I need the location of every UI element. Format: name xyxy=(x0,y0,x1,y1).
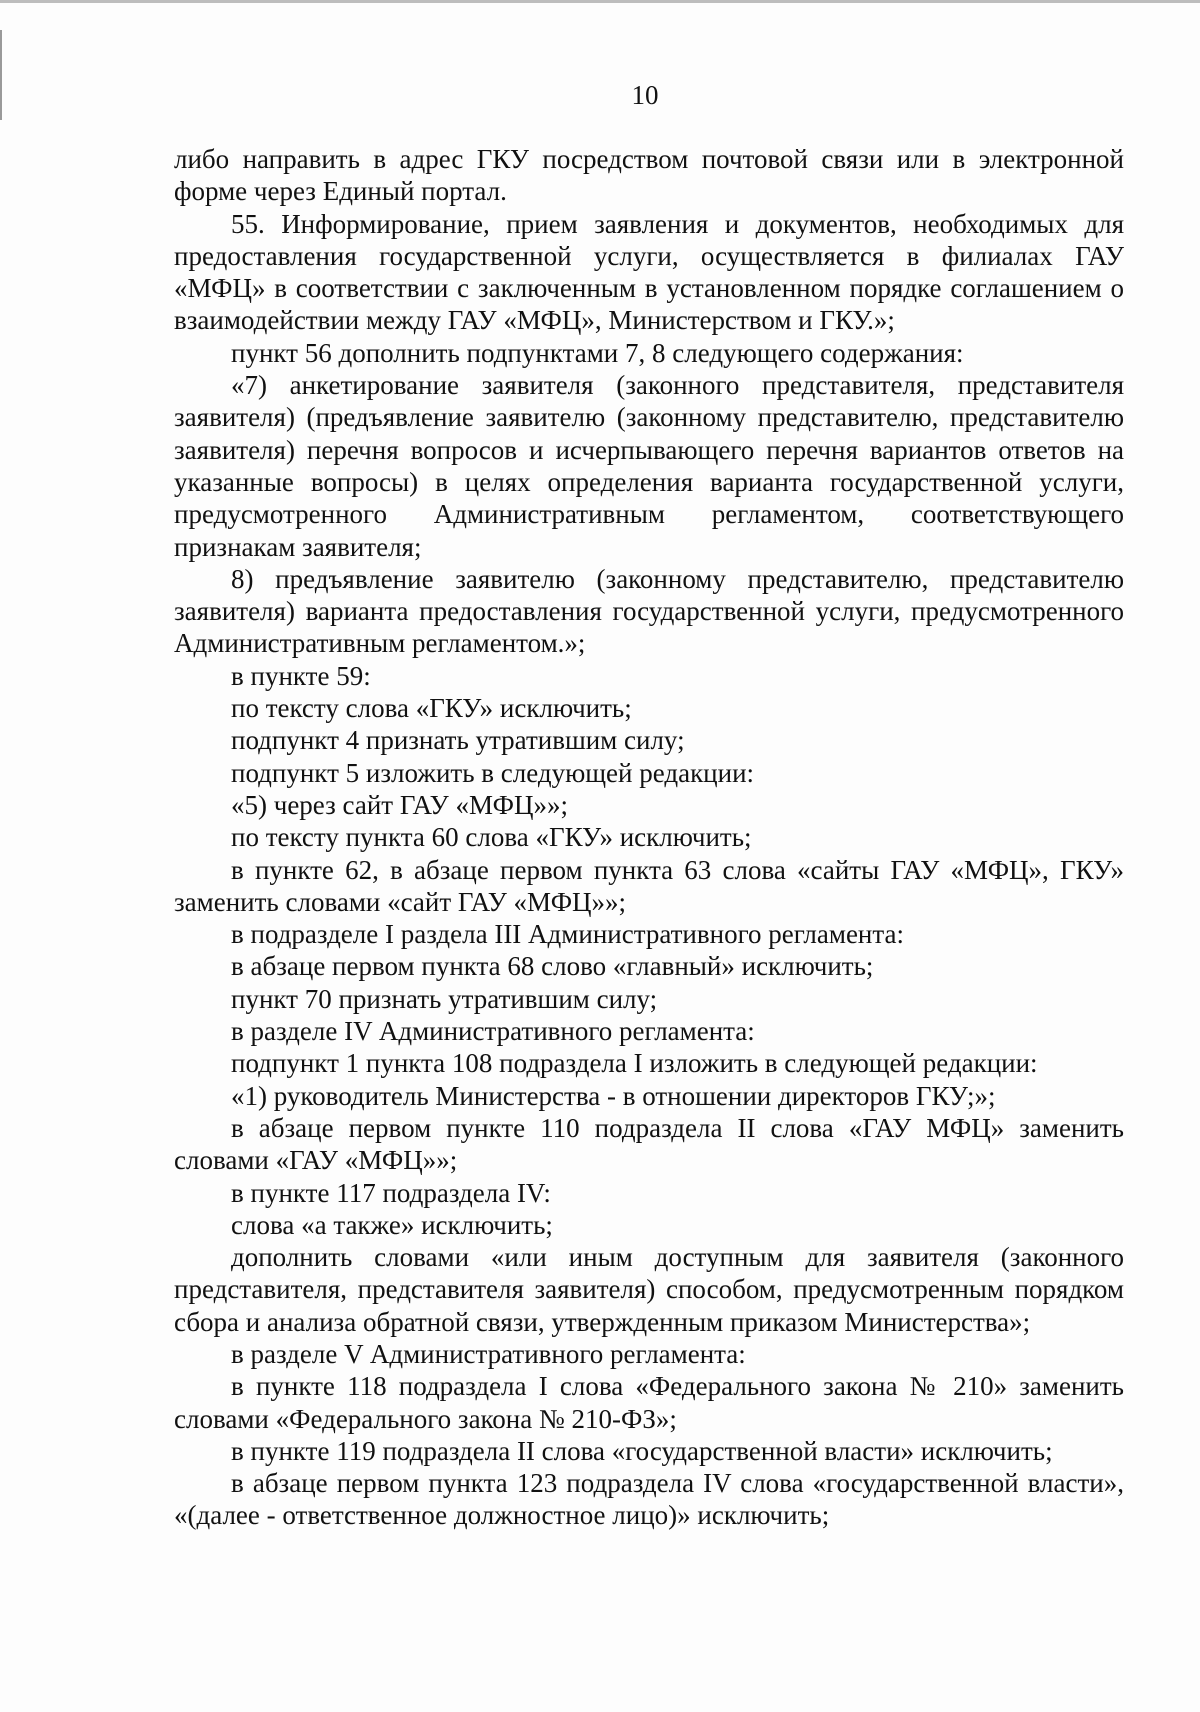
paragraph: дополнить словами «или иным доступным для заявителя (законного представителя, представителя заявителя) способом, предусмотренным порядком сбора и анализа обратной связи, утвержденным приказом Министерства»; xyxy=(174,1242,1124,1337)
paragraph: слова «а также» исключить; xyxy=(231,1209,553,1240)
paragraph: 8) предъявление заявителю (законному представителю, представителю заявителя) варианта предоставления государственной услуги, предусмотренного Административным регламентом.»; xyxy=(174,563,1124,659)
paragraph: в абзаце первом пункте 110 подраздела II слова «ГАУ МФЦ» заменить словами «ГАУ «МФЦ»»; xyxy=(174,1112,1124,1176)
paragraph: по тексту пункта 60 слова «ГКУ» исключить; xyxy=(231,822,752,853)
paragraph: в пункте 59: xyxy=(231,660,371,691)
document-body xyxy=(174,143,1124,1532)
paragraph: 55. Информирование, прием заявления и документов, необходимых для предоставления государственной услуги, осуществляется в филиалах ГАУ «МФЦ» в соответствии с заключенным в установленном порядке соглашением о взаимодействии между ГАУ «МФЦ», Министерством и ГКУ.»; xyxy=(174,208,1124,336)
paragraph: пункт 70 признать утратившим силу; xyxy=(231,983,658,1014)
paragraph: в абзаце первом пункта 123 подраздела IV слова «государственной власти», «(далее - ответственное должностное лицо)» исключить; xyxy=(174,1468,1124,1531)
paragraph: в пункте 62, в абзаце первом пункта 63 слова «сайты ГАУ «МФЦ», ГКУ» заменить словами «сайт ГАУ «МФЦ»»; xyxy=(174,854,1124,917)
paragraph: в разделе V Административного регламента: xyxy=(231,1338,746,1369)
paragraph: «7) анкетирование заявителя (законного представителя, представителя заявителя) (предъявление заявителю (законному представителю, представителю заявителя) перечня вопросов и исчерпывающего перечня вариантов ответов на указанные вопросы) в целях определения варианта государственной услуги, предусмотренного Административным регламентом, соответствующего признакам заявителя; xyxy=(174,370,1124,562)
page-number: 10 xyxy=(631,80,659,110)
paragraph: в пункте 119 подраздела II слова «государственной власти» исключить; xyxy=(231,1435,1053,1466)
paragraph: подпункт 1 пункта 108 подраздела I изложить в следующей редакции: xyxy=(231,1048,1038,1079)
paragraph: в пункте 117 подраздела IV: xyxy=(231,1177,551,1208)
paragraph: подпункт 4 признать утратившим силу; xyxy=(231,725,685,756)
paragraph: пункт 56 дополнить подпунктами 7, 8 следующего содержания: xyxy=(231,337,964,368)
paragraph: по тексту слова «ГКУ» исключить; xyxy=(231,693,632,724)
scan-edge-top xyxy=(0,0,1200,3)
paragraph: в разделе IV Административного регламента: xyxy=(231,1016,755,1047)
paragraph: в абзаце первом пункта 68 слово «главный» исключить; xyxy=(231,951,874,982)
paragraph: в подразделе I раздела III Административного регламента: xyxy=(231,919,904,950)
paragraph: «5) через сайт ГАУ «МФЦ»»; xyxy=(231,789,568,820)
paragraph: «1) руководитель Министерства - в отношении директоров ГКУ;»; xyxy=(231,1080,996,1111)
paragraph: подпункт 5 изложить в следующей редакции: xyxy=(231,757,755,788)
paragraph: либо направить в адрес ГКУ посредством почтовой связи или в электронной форме через Единый портал. xyxy=(174,144,1124,207)
paragraph: в пункте 118 подраздела I слова «Федерального закона № 210» заменить словами «Федерального закона № 210-ФЗ»; xyxy=(174,1371,1124,1434)
